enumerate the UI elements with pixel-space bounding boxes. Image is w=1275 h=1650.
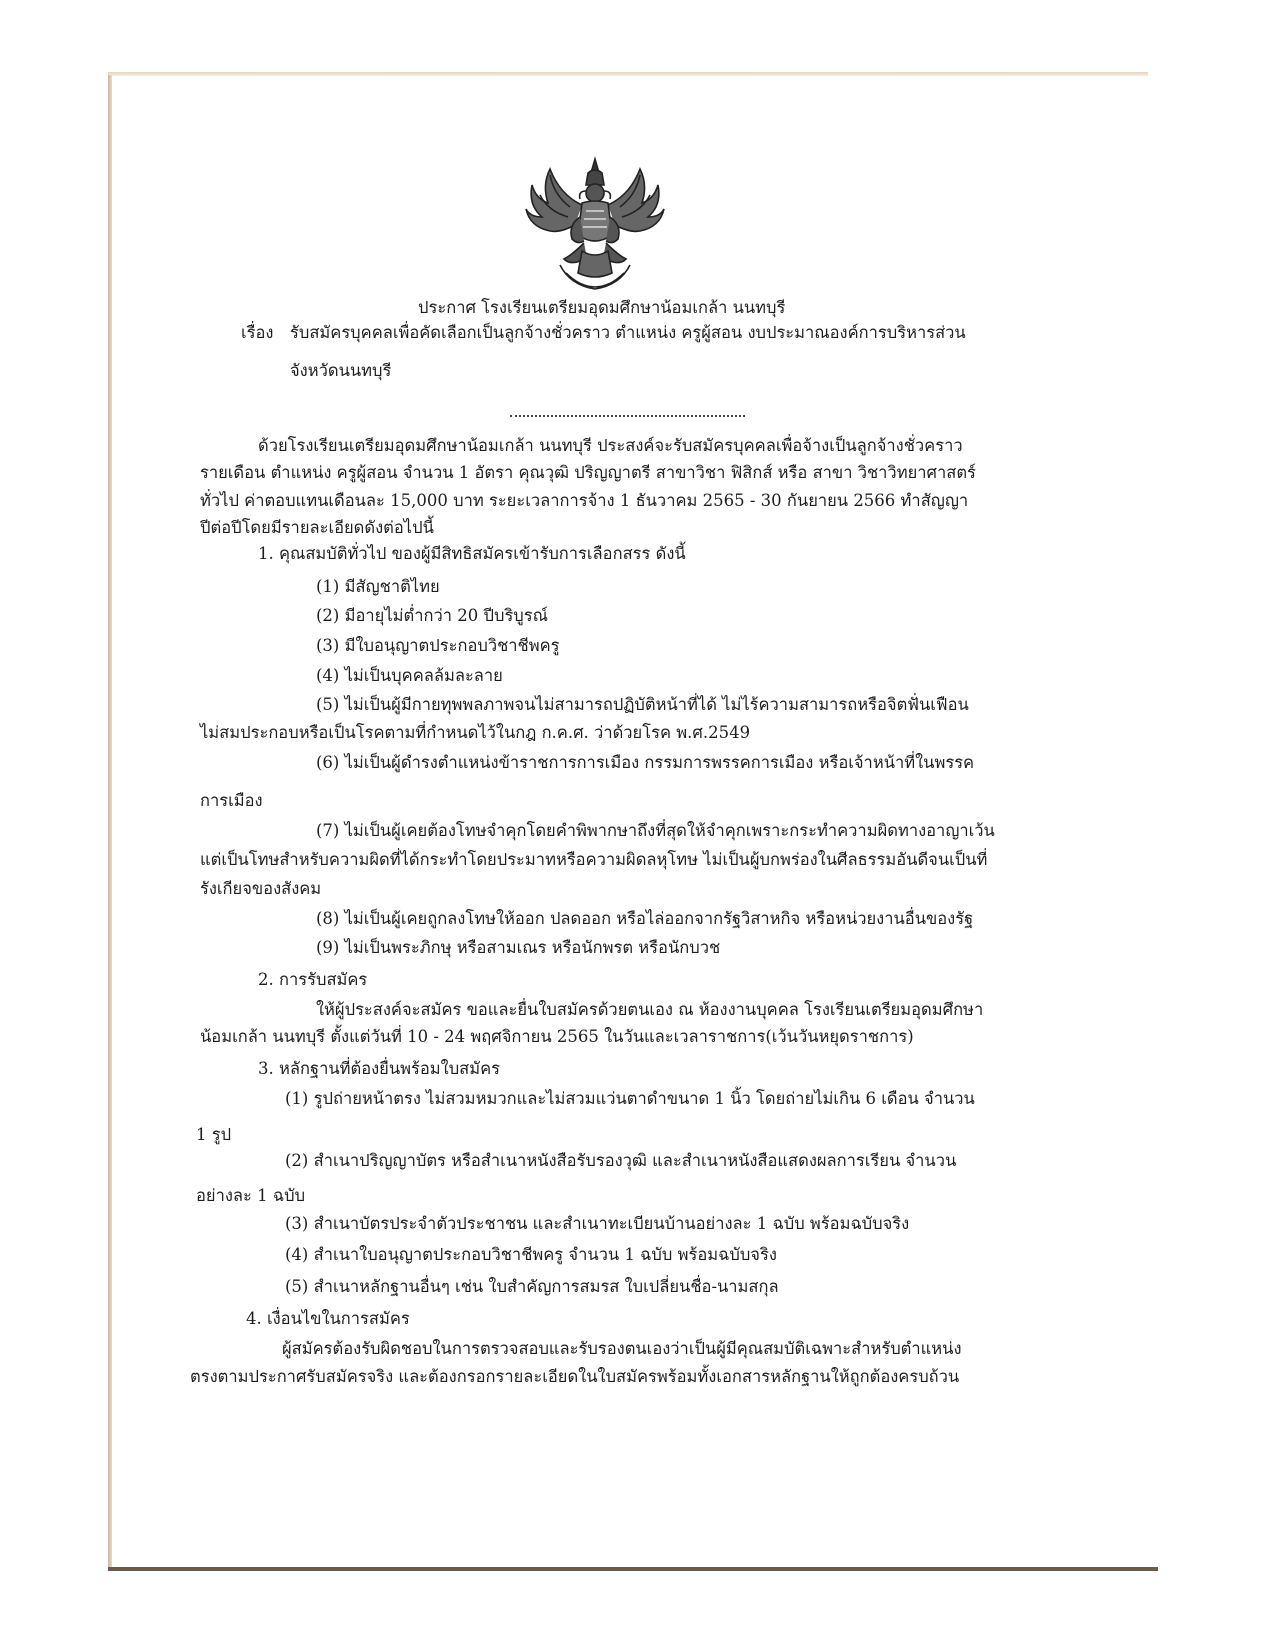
section3-item: (2) สำเนาปริญญาบัตร หรือสำเนาหนังสือรับรองวุฒิ และสำเนาหนังสือแสดงผลการเรียน จำนวน (285, 1151, 957, 1170)
section1-item: (2) มีอายุไม่ต่ำกว่า 20 ปีบริบูรณ์ (316, 606, 548, 625)
intro-line-1: ด้วยโรงเรียนเตรียมอุดมศึกษาน้อมเกล้า นนทบุรี ประสงค์จะรับสมัครบุคคลเพื่อจ้างเป็นลูกจ้างชั่วคราว (258, 436, 963, 455)
section1-item: (7) ไม่เป็นผู้เคยต้องโทษจำคุกโดยคำพิพากษาถึงที่สุดให้จำคุกเพราะกระทำความผิดทางอาญาเว้น (316, 821, 995, 840)
separator-dots (510, 415, 745, 417)
section1-item: (6) ไม่เป็นผู้ดำรงตำแหน่งข้าราชการการเมือง กรรมการพรรคการเมือง หรือเจ้าหน้าที่ในพรรค (316, 753, 975, 772)
section1-item: (9) ไม่เป็นพระภิกษุ หรือสามเณร หรือนักพรต หรือนักบวช (316, 938, 721, 957)
section1-heading: 1. คุณสมบัติทั่วไป ของผู้มีสิทธิสมัครเข้ารับการเลือกสรร ดังนี้ (258, 544, 686, 563)
subject-line-1: รับสมัครบุคคลเพื่อคัดเลือกเป็นลูกจ้างชั่วคราว ตำแหน่ง ครูผู้สอน งบประมาณองค์การบริหารส่วน (290, 323, 966, 342)
section3-item: (3) สำเนาบัตรประจำตัวประชาชน และสำเนาทะเบียนบ้านอย่างละ 1 ฉบับ พร้อมฉบับจริง (285, 1214, 910, 1233)
scan-edge-bottom (108, 1567, 1158, 1571)
section1-item: (1) มีสัญชาติไทย (316, 577, 440, 596)
section1-item-cont: แต่เป็นโทษสำหรับความผิดที่ได้กระทำโดยประมาทหรือความผิดลหุโทษ ไม่เป็นผู้บกพร่องในศีลธรรมอันดีจนเป็นที่ (200, 850, 988, 869)
section3-item-cont: อย่างละ 1 ฉบับ (196, 1186, 306, 1205)
section1-item-cont: ไม่สมประกอบหรือเป็นโรคตามที่กำหนดไว้ในกฎ ก.ค.ศ. ว่าด้วยโรค พ.ศ.2549 (200, 723, 751, 742)
section2-line: น้อมเกล้า นนทบุรี ตั้งแต่วันที่ 10 - 24 พฤศจิกายน 2565 ในวันและเวลาราชการ(เว้นวันหยุดราชการ) (200, 1027, 914, 1046)
section1-item-cont: การเมือง (200, 791, 263, 810)
section3-item-cont: 1 รูป (196, 1125, 232, 1144)
intro-line-4: ปีต่อปีโดยมีรายละเอียดดังต่อไปนี้ (200, 518, 434, 537)
section3-heading: 3. หลักฐานที่ต้องยื่นพร้อมใบสมัคร (258, 1059, 501, 1078)
section3-item: (4) สำเนาใบอนุญาตประกอบวิชาชีพครู จำนวน 1 ฉบับ พร้อมฉบับจริง (285, 1245, 777, 1264)
garuda-emblem-icon (520, 155, 670, 293)
section1-item: (4) ไม่เป็นบุคคลล้มละลาย (316, 666, 503, 685)
section1-item: (8) ไม่เป็นผู้เคยถูกลงโทษให้ออก ปลดออก หรือไล่ออกจากรัฐวิสาหกิจ หรือหน่วยงานอื่นของรัฐ (316, 909, 974, 928)
section4-heading: 4. เงื่อนไขในการสมัคร (246, 1309, 410, 1328)
subject-line-2: จังหวัดนนทบุรี (290, 361, 392, 380)
section3-item: (5) สำเนาหลักฐานอื่นๆ เช่น ใบสำคัญการสมรส ใบเปลี่ยนชื่อ-นามสกุล (285, 1277, 779, 1296)
section4-line: ตรงตามประกาศรับสมัครจริง และต้องกรอกรายละเอียดในใบสมัครพร้อมทั้งเอกสารหลักฐานให้ถูกต้องครบถ้วน (190, 1367, 960, 1386)
section2-heading: 2. การรับสมัคร (258, 970, 368, 989)
section2-line: ให้ผู้ประสงค์จะสมัคร ขอและยื่นใบสมัครด้วยตนเอง ณ ห้องงานบุคคล โรงเรียนเตรียมอุดมศึกษา (316, 1000, 984, 1019)
section1-item-cont: รังเกียจของสังคม (200, 879, 322, 898)
subject-label: เรื่อง (241, 323, 274, 342)
announcement-title: ประกาศ โรงเรียนเตรียมอุดมศึกษาน้อมเกล้า นนทบุรี (418, 298, 786, 317)
intro-line-3: ทั่วไป ค่าตอบแทนเดือนละ 15,000 บาท ระยะเวลาการจ้าง 1 ธันวาคม 2565 - 30 กันยายน 2566 ทำสัญญา (200, 491, 969, 510)
section3-item: (1) รูปถ่ายหน้าตรง ไม่สวมหมวกและไม่สวมแว่นตาดำขนาด 1 นิ้ว โดยถ่ายไม่เกิน 6 เดือน จำนวน (285, 1089, 975, 1108)
scan-edge-top (108, 72, 1148, 76)
intro-line-2: รายเดือน ตำแหน่ง ครูผู้สอน จำนวน 1 อัตรา คุณวุฒิ ปริญญาตรี สาขาวิชา ฟิสิกส์ หรือ สาขา วิชาวิทยาศาสตร์ (200, 463, 976, 482)
section1-item: (5) ไม่เป็นผู้มีกายทุพพลภาพจนไม่สามารถปฏิบัติหน้าที่ได้ ไม่ไร้ความสามารถหรือจิตฟั่นเฟือน (316, 695, 969, 714)
scan-edge-left (108, 75, 112, 1570)
section1-item: (3) มีใบอนุญาตประกอบวิชาชีพครู (316, 636, 560, 655)
section4-line: ผู้สมัครต้องรับผิดชอบในการตรวจสอบและรับรองตนเองว่าเป็นผู้มีคุณสมบัติเฉพาะสำหรับตำแหน่ง (282, 1339, 962, 1358)
